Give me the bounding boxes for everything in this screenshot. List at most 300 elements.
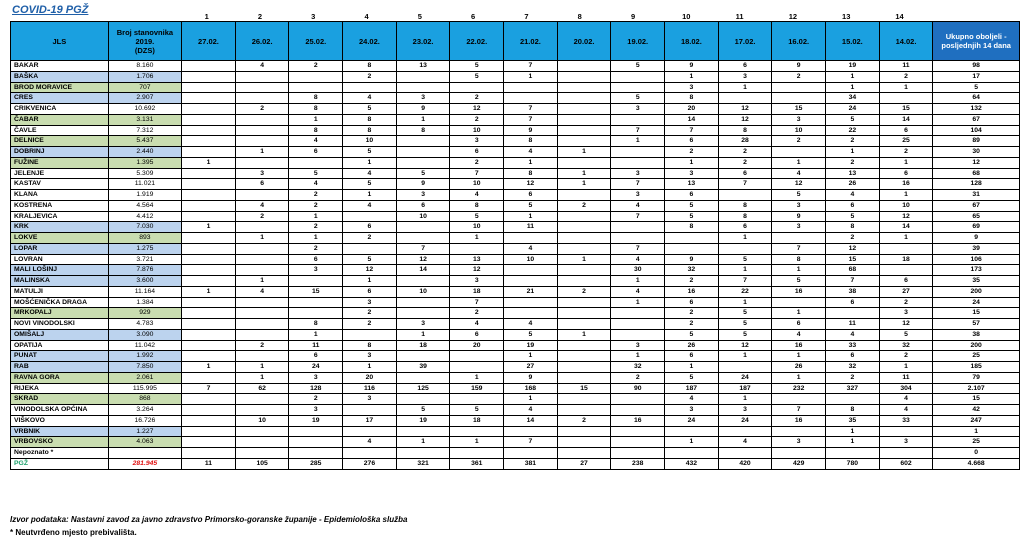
municipality-name: MOŠĆENIČKA DRAGA [11, 297, 109, 308]
row-total: 128 [933, 179, 1020, 190]
daily-cases: 6 [718, 61, 772, 72]
daily-cases: 4 [772, 168, 826, 179]
header-date: 17.02. [718, 22, 772, 61]
daily-cases: 12 [718, 340, 772, 351]
daily-cases [504, 93, 558, 104]
row-total: 38 [933, 329, 1020, 340]
row-total: 2.107 [933, 383, 1020, 394]
table-row [11, 61, 1020, 72]
daily-cases: 1 [665, 362, 719, 373]
daily-cases: 8 [343, 340, 397, 351]
daily-cases [182, 179, 236, 190]
header-date: 22.02. [450, 22, 504, 61]
population: 10.692 [108, 104, 181, 115]
daily-cases [504, 308, 558, 319]
daily-cases: 1 [182, 157, 236, 168]
grand-total: 4.668 [933, 458, 1020, 469]
totals-daily: 381 [504, 458, 558, 469]
daily-cases: 2 [450, 114, 504, 125]
daily-cases: 9 [504, 125, 558, 136]
daily-cases [450, 82, 504, 93]
daily-cases: 6 [879, 168, 933, 179]
daily-cases [826, 308, 880, 319]
daily-cases: 7 [450, 168, 504, 179]
population: 7.312 [108, 125, 181, 136]
municipality-name: OMIŠALJ [11, 329, 109, 340]
column-index: 5 [417, 12, 422, 21]
table-row [11, 243, 1020, 254]
daily-cases: 90 [611, 383, 665, 394]
daily-cases [235, 308, 289, 319]
daily-cases [557, 93, 611, 104]
daily-cases [557, 114, 611, 125]
daily-cases: 5 [396, 405, 450, 416]
daily-cases: 1 [289, 329, 343, 340]
daily-cases: 3 [772, 114, 826, 125]
daily-cases [718, 190, 772, 201]
daily-cases [557, 405, 611, 416]
daily-cases [182, 243, 236, 254]
daily-cases [718, 448, 772, 459]
municipality-name: DELNICE [11, 136, 109, 147]
daily-cases: 1 [879, 362, 933, 373]
daily-cases [504, 297, 558, 308]
population: 1.395 [108, 157, 181, 168]
daily-cases: 4 [879, 394, 933, 405]
daily-cases [182, 265, 236, 276]
daily-cases [235, 394, 289, 405]
header-total [933, 22, 1020, 61]
daily-cases [396, 448, 450, 459]
daily-cases: 10 [879, 200, 933, 211]
daily-cases: 18 [450, 415, 504, 426]
header-date: 26.02. [235, 22, 289, 61]
daily-cases: 4 [343, 200, 397, 211]
table-row [11, 351, 1020, 362]
daily-cases [772, 448, 826, 459]
daily-cases: 1 [772, 372, 826, 383]
row-total: 25 [933, 437, 1020, 448]
daily-cases: 1 [826, 82, 880, 93]
daily-cases: 32 [879, 340, 933, 351]
daily-cases [289, 276, 343, 287]
daily-cases [396, 351, 450, 362]
population: 3.131 [108, 114, 181, 125]
totals-daily: 321 [396, 458, 450, 469]
daily-cases: 2 [289, 394, 343, 405]
daily-cases: 3 [289, 372, 343, 383]
daily-cases: 6 [826, 297, 880, 308]
population: 1.275 [108, 243, 181, 254]
daily-cases [772, 426, 826, 437]
daily-cases: 1 [772, 351, 826, 362]
daily-cases: 16 [772, 340, 826, 351]
daily-cases [182, 104, 236, 115]
daily-cases: 13 [396, 61, 450, 72]
daily-cases: 5 [504, 329, 558, 340]
daily-cases: 3 [396, 319, 450, 330]
daily-cases [557, 437, 611, 448]
daily-cases: 33 [879, 415, 933, 426]
daily-cases: 5 [450, 71, 504, 82]
daily-cases: 16 [611, 415, 665, 426]
table-row [11, 179, 1020, 190]
daily-cases: 15 [826, 254, 880, 265]
daily-cases: 4 [289, 136, 343, 147]
daily-cases: 1 [665, 157, 719, 168]
daily-cases: 1 [557, 147, 611, 158]
row-total: 247 [933, 415, 1020, 426]
municipality-name: LOKVE [11, 233, 109, 244]
daily-cases: 1 [396, 329, 450, 340]
table-row [11, 222, 1020, 233]
daily-cases: 1 [611, 276, 665, 287]
population: 11.021 [108, 179, 181, 190]
daily-cases: 5 [611, 61, 665, 72]
daily-cases: 1 [718, 394, 772, 405]
totals-daily: 27 [557, 458, 611, 469]
daily-cases: 62 [235, 383, 289, 394]
daily-cases [235, 82, 289, 93]
daily-cases [557, 394, 611, 405]
daily-cases: 6 [879, 125, 933, 136]
daily-cases [611, 319, 665, 330]
daily-cases: 3 [396, 93, 450, 104]
daily-cases: 20 [450, 340, 504, 351]
daily-cases [396, 71, 450, 82]
header-jls: JLS [11, 22, 109, 61]
daily-cases: 9 [396, 104, 450, 115]
daily-cases: 5 [450, 61, 504, 72]
daily-cases [557, 125, 611, 136]
daily-cases [396, 136, 450, 147]
totals-daily: 276 [343, 458, 397, 469]
daily-cases: 7 [182, 383, 236, 394]
daily-cases [235, 351, 289, 362]
daily-cases: 1 [879, 190, 933, 201]
daily-cases: 8 [504, 136, 558, 147]
daily-cases [665, 426, 719, 437]
daily-cases: 1 [235, 276, 289, 287]
daily-cases: 1 [504, 157, 558, 168]
daily-cases [343, 243, 397, 254]
daily-cases: 5 [826, 211, 880, 222]
population: 3.721 [108, 254, 181, 265]
daily-cases [718, 362, 772, 373]
row-total: 67 [933, 114, 1020, 125]
daily-cases: 1 [396, 114, 450, 125]
column-index: 10 [682, 12, 691, 21]
municipality-name: BROD MORAVICE [11, 82, 109, 93]
row-total: 89 [933, 136, 1020, 147]
population: 2.061 [108, 372, 181, 383]
daily-cases [557, 297, 611, 308]
population: 4.412 [108, 211, 181, 222]
daily-cases: 19 [504, 340, 558, 351]
daily-cases [343, 211, 397, 222]
daily-cases: 2 [343, 319, 397, 330]
daily-cases [557, 351, 611, 362]
daily-cases: 1 [235, 233, 289, 244]
daily-cases: 4 [504, 319, 558, 330]
daily-cases: 3 [289, 265, 343, 276]
table-row [11, 426, 1020, 437]
daily-cases: 14 [879, 222, 933, 233]
municipality-name: LOPAR [11, 243, 109, 254]
daily-cases: 12 [718, 114, 772, 125]
daily-cases [182, 405, 236, 416]
municipality-name: VRBNIK [11, 426, 109, 437]
row-total: 12 [933, 157, 1020, 168]
daily-cases [182, 308, 236, 319]
daily-cases [182, 114, 236, 125]
daily-cases: 12 [879, 319, 933, 330]
daily-cases [235, 437, 289, 448]
header-date: 24.02. [343, 22, 397, 61]
table-row [11, 104, 1020, 115]
row-total: 31 [933, 190, 1020, 201]
municipality-name: VINODOLSKA OPĆINA [11, 405, 109, 416]
municipality-name: RIJEKA [11, 383, 109, 394]
row-total: 173 [933, 265, 1020, 276]
daily-cases [611, 114, 665, 125]
daily-cases: 7 [504, 114, 558, 125]
header-population-line1: Broj stanovnika [116, 27, 174, 37]
daily-cases: 2 [557, 200, 611, 211]
daily-cases [879, 265, 933, 276]
daily-cases: 5 [504, 200, 558, 211]
totals-daily: 361 [450, 458, 504, 469]
daily-cases: 2 [879, 147, 933, 158]
daily-cases [557, 276, 611, 287]
population: 3.600 [108, 276, 181, 287]
daily-cases [182, 340, 236, 351]
daily-cases [182, 415, 236, 426]
daily-cases: 3 [665, 82, 719, 93]
daily-cases: 22 [826, 125, 880, 136]
daily-cases: 2 [665, 276, 719, 287]
municipality-name: BAKAR [11, 61, 109, 72]
daily-cases [611, 448, 665, 459]
daily-cases: 15 [289, 286, 343, 297]
header-date: 15.02. [826, 22, 880, 61]
daily-cases: 15 [557, 383, 611, 394]
daily-cases [611, 405, 665, 416]
daily-cases: 14 [504, 415, 558, 426]
population: 4.783 [108, 319, 181, 330]
daily-cases: 3 [611, 340, 665, 351]
daily-cases: 1 [772, 308, 826, 319]
daily-cases: 11 [504, 222, 558, 233]
daily-cases [235, 297, 289, 308]
daily-cases [182, 372, 236, 383]
totals-daily: 285 [289, 458, 343, 469]
header-date: 25.02. [289, 22, 343, 61]
daily-cases: 6 [826, 200, 880, 211]
row-total: 132 [933, 104, 1020, 115]
header-date: 18.02. [665, 22, 719, 61]
daily-cases [665, 243, 719, 254]
municipality-name: KLANA [11, 190, 109, 201]
column-index: 3 [311, 12, 316, 21]
daily-cases: 12 [343, 265, 397, 276]
daily-cases: 7 [396, 243, 450, 254]
table-row [11, 125, 1020, 136]
daily-cases: 3 [665, 168, 719, 179]
source-note: Izvor podataka: Nastavni zavod za javno zdravstvo Primorsko-goranske županije - Epidemiološka služba [10, 515, 408, 524]
daily-cases: 6 [718, 222, 772, 233]
daily-cases: 34 [826, 93, 880, 104]
daily-cases: 1 [826, 437, 880, 448]
daily-cases: 27 [504, 362, 558, 373]
daily-cases: 13 [665, 179, 719, 190]
municipality-name: PUNAT [11, 351, 109, 362]
daily-cases [182, 82, 236, 93]
population: 11.164 [108, 286, 181, 297]
municipality-name: KASTAV [11, 179, 109, 190]
table-row [11, 286, 1020, 297]
daily-cases: 1 [718, 297, 772, 308]
daily-cases [182, 426, 236, 437]
daily-cases: 11 [879, 372, 933, 383]
daily-cases: 26 [826, 179, 880, 190]
daily-cases [557, 190, 611, 201]
daily-cases: 16 [772, 415, 826, 426]
daily-cases [450, 394, 504, 405]
daily-cases: 1 [235, 147, 289, 158]
daily-cases: 5 [718, 329, 772, 340]
daily-cases [557, 157, 611, 168]
daily-cases: 2 [343, 233, 397, 244]
daily-cases: 3 [611, 190, 665, 201]
daily-cases: 1 [718, 82, 772, 93]
header-date: 20.02. [557, 22, 611, 61]
daily-cases [396, 82, 450, 93]
daily-cases: 18 [450, 286, 504, 297]
daily-cases: 1 [450, 437, 504, 448]
daily-cases [450, 351, 504, 362]
daily-cases: 18 [879, 254, 933, 265]
daily-cases: 1 [504, 211, 558, 222]
table-row [11, 394, 1020, 405]
daily-cases: 13 [826, 168, 880, 179]
daily-cases: 8 [718, 200, 772, 211]
daily-cases: 1 [396, 437, 450, 448]
daily-cases: 3 [343, 297, 397, 308]
daily-cases [289, 308, 343, 319]
daily-cases: 5 [343, 147, 397, 158]
daily-cases [289, 82, 343, 93]
row-total: 104 [933, 125, 1020, 136]
daily-cases: 21 [504, 286, 558, 297]
daily-cases: 1 [557, 168, 611, 179]
daily-cases: 2 [235, 340, 289, 351]
daily-cases: 3 [289, 405, 343, 416]
daily-cases: 7 [772, 243, 826, 254]
daily-cases: 8 [289, 104, 343, 115]
header-total-line: Ukupno oboljeli - [945, 32, 1007, 41]
table-row [11, 329, 1020, 340]
daily-cases [504, 448, 558, 459]
row-total: 42 [933, 405, 1020, 416]
daily-cases [182, 351, 236, 362]
daily-cases [665, 233, 719, 244]
daily-cases [343, 329, 397, 340]
daily-cases [504, 82, 558, 93]
column-index: 4 [364, 12, 369, 21]
daily-cases: 1 [289, 114, 343, 125]
daily-cases: 10 [450, 222, 504, 233]
table-row [11, 200, 1020, 211]
daily-cases [557, 340, 611, 351]
daily-cases: 3 [772, 200, 826, 211]
daily-cases: 5 [343, 254, 397, 265]
daily-cases: 4 [450, 319, 504, 330]
daily-cases [343, 448, 397, 459]
daily-cases [396, 147, 450, 158]
daily-cases: 8 [450, 200, 504, 211]
daily-cases: 4 [504, 243, 558, 254]
daily-cases [772, 93, 826, 104]
daily-cases: 10 [396, 286, 450, 297]
row-total: 98 [933, 61, 1020, 72]
daily-cases: 5 [611, 93, 665, 104]
daily-cases: 7 [611, 179, 665, 190]
daily-cases: 1 [718, 265, 772, 276]
municipality-name: ČABAR [11, 114, 109, 125]
daily-cases: 5 [718, 319, 772, 330]
table-row [11, 276, 1020, 287]
row-total: 24 [933, 297, 1020, 308]
totals-population: 281.945 [108, 458, 181, 469]
daily-cases [289, 448, 343, 459]
daily-cases: 4 [611, 200, 665, 211]
totals-daily: 11 [182, 458, 236, 469]
daily-cases: 12 [826, 243, 880, 254]
daily-cases: 1 [557, 329, 611, 340]
municipality-name: JELENJE [11, 168, 109, 179]
table-row [11, 448, 1020, 459]
municipality-name: DOBRINJ [11, 147, 109, 158]
daily-cases: 1 [557, 179, 611, 190]
daily-cases [396, 233, 450, 244]
daily-cases: 2 [450, 157, 504, 168]
municipality-name: NOVI VINODOLSKI [11, 319, 109, 330]
daily-cases: 20 [343, 372, 397, 383]
daily-cases: 5 [450, 211, 504, 222]
daily-cases: 8 [343, 125, 397, 136]
daily-cases: 35 [826, 415, 880, 426]
daily-cases [343, 405, 397, 416]
daily-cases: 22 [718, 286, 772, 297]
daily-cases: 1 [772, 265, 826, 276]
daily-cases [182, 125, 236, 136]
daily-cases: 1 [504, 351, 558, 362]
daily-cases: 6 [772, 319, 826, 330]
daily-cases [450, 362, 504, 373]
population: 707 [108, 82, 181, 93]
daily-cases: 7 [504, 61, 558, 72]
header-date: 21.02. [504, 22, 558, 61]
daily-cases: 2 [665, 147, 719, 158]
daily-cases [557, 243, 611, 254]
daily-cases [289, 71, 343, 82]
daily-cases: 16 [772, 286, 826, 297]
table-row [11, 190, 1020, 201]
daily-cases [182, 276, 236, 287]
daily-cases: 1 [826, 147, 880, 158]
daily-cases [879, 243, 933, 254]
